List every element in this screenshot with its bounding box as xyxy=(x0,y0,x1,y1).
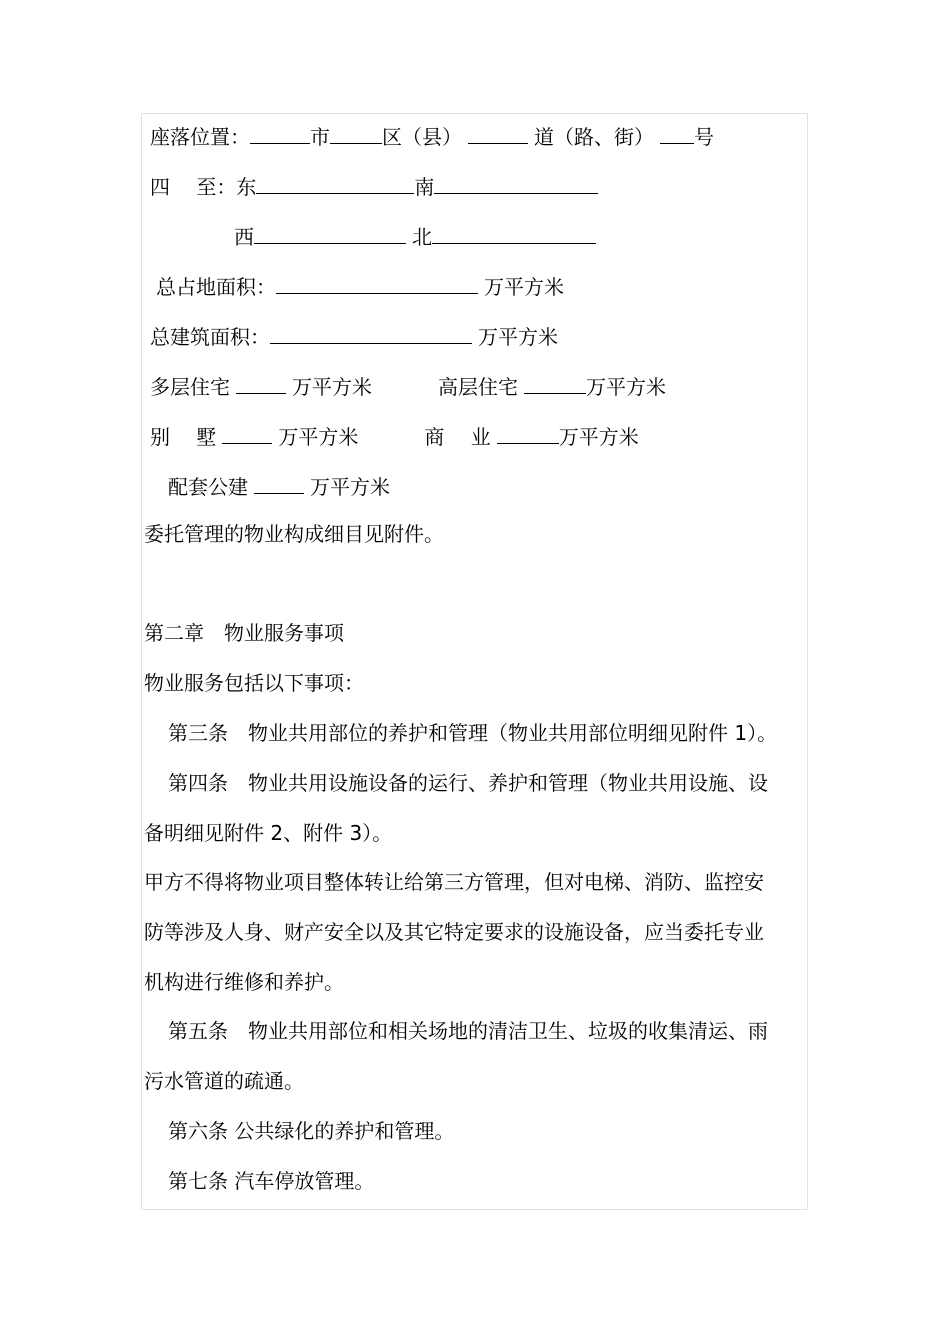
article-4-line-1: 第四条 物业共用设施设备的运行、养护和管理（物业共用设施、设 xyxy=(168,771,768,795)
boundary-line-1 xyxy=(150,171,598,200)
east-label: 东 xyxy=(236,175,257,199)
public-facilities-line xyxy=(168,471,390,500)
total-land-label: 总占地面积： xyxy=(156,275,276,299)
total-land-line xyxy=(156,271,564,300)
paragraph-line-2: 防等涉及人身、财产安全以及其它特定要求的设施设备，应当委托专业 xyxy=(144,920,764,944)
boundary-line-2 xyxy=(234,221,596,250)
total-building-label: 总建筑面积： xyxy=(150,325,270,349)
public-facilities-blank xyxy=(254,471,304,494)
east-blank xyxy=(256,171,414,194)
west-blank xyxy=(254,221,406,244)
location-line xyxy=(150,121,714,150)
city-label: 市 xyxy=(310,125,330,149)
district-label: 区（县） xyxy=(382,125,462,149)
chapter-intro: 物业服务包括以下事项： xyxy=(144,671,364,695)
multi-storey-blank xyxy=(236,371,286,394)
article-4-line-2: 备明细见附件 2、附件 3）。 xyxy=(144,821,393,845)
public-facilities-label: 配套公建 xyxy=(168,475,248,499)
number-blank xyxy=(660,121,694,144)
villa-blank xyxy=(222,421,272,444)
detail-note: 委托管理的物业构成细目见附件。 xyxy=(144,522,444,546)
district-blank xyxy=(330,121,382,144)
public-facilities-unit: 万平方米 xyxy=(310,475,390,499)
chapter-title: 第二章 物业服务事项 xyxy=(144,621,344,645)
south-label: 南 xyxy=(414,175,435,199)
villa-label: 别 墅 xyxy=(150,425,217,449)
residential-line xyxy=(150,371,666,400)
boundary-label: 四 至： xyxy=(150,175,237,199)
high-rise-label: 高层住宅 xyxy=(438,375,518,399)
multi-storey-unit: 万平方米 xyxy=(292,375,372,399)
paragraph-line-1: 甲方不得将物业项目整体转让给第三方管理，但对电梯、消防、监控安 xyxy=(144,870,764,894)
multi-storey-label: 多层住宅 xyxy=(150,375,230,399)
article-6: 第六条 公共绿化的养护和管理。 xyxy=(168,1119,455,1143)
high-rise-unit: 万平方米 xyxy=(586,375,666,399)
road-blank xyxy=(468,121,528,144)
city-blank xyxy=(250,121,310,144)
commercial-blank xyxy=(497,421,559,444)
article-7: 第七条 汽车停放管理。 xyxy=(168,1169,375,1193)
total-building-blank xyxy=(270,321,472,344)
article-5-line-2: 污水管道的疏通。 xyxy=(144,1069,304,1093)
article-5-line-1: 第五条 物业共用部位和相关场地的清洁卫生、垃圾的收集清运、雨 xyxy=(168,1019,768,1043)
road-label: 道（路、街） xyxy=(534,125,654,149)
north-label: 北 xyxy=(412,225,432,249)
total-land-blank xyxy=(276,271,478,294)
number-label: 号 xyxy=(694,125,714,149)
villa-commercial-line xyxy=(150,421,639,450)
west-label: 西 xyxy=(234,225,254,249)
total-building-unit: 万平方米 xyxy=(478,325,558,349)
commercial-unit: 万平方米 xyxy=(558,425,639,449)
total-building-line xyxy=(150,321,558,350)
article-3: 第三条 物业共用部位的养护和管理（物业共用部位明细见附件 1）。 xyxy=(168,721,778,745)
total-land-unit: 万平方米 xyxy=(484,275,564,299)
high-rise-blank xyxy=(524,371,586,394)
paragraph-line-3: 机构进行维修和养护。 xyxy=(144,970,344,994)
location-label: 座落位置： xyxy=(150,125,250,149)
north-blank xyxy=(432,221,596,244)
commercial-label: 商 业 xyxy=(424,425,491,449)
south-blank xyxy=(434,171,598,194)
villa-unit: 万平方米 xyxy=(278,425,359,449)
